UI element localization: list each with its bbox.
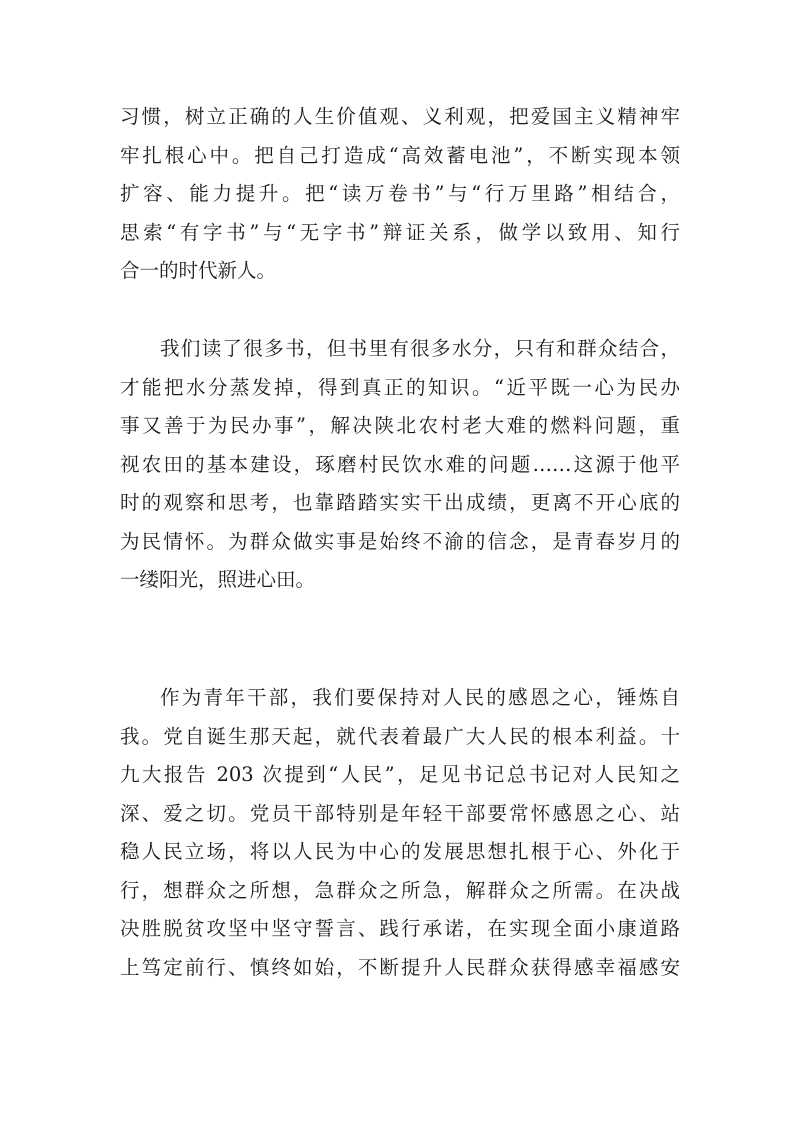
paragraph-line: 决胜脱贫攻坚中坚守誓言、践行承诺，在实现全面小康道路 xyxy=(120,917,680,940)
paragraph-line: 行，想群众之所想，急群众之所急，解群众之所需。在决战 xyxy=(120,878,680,902)
paragraph-line: 牢扎根心中。把自己打造成“高效蓄电池”，不断实现本领 xyxy=(120,143,680,167)
paragraph-line: 才能把水分蒸发掉，得到真正的知识。“近平既一心为民办 xyxy=(120,375,680,399)
paragraph-line: 扩容、能力提升。把“读万卷书”与“行万里路”相结合， xyxy=(120,182,680,205)
paragraph-1 xyxy=(120,98,680,291)
paragraph-line: 思索“有字书”与“无字书”辩证关系，做学以致用、知行 xyxy=(120,220,680,244)
paragraph-line: 上笃定前行、慎终如始，不断提升人民群众获得感幸福感安 xyxy=(120,955,680,979)
paragraph-line: 我。党自诞生那天起，就代表着最广大人民的根本利益。十 xyxy=(120,724,680,748)
paragraph-2 xyxy=(120,330,680,600)
paragraph-line: 视农田的基本建设，琢磨村民饮水难的问题……这源于他平 xyxy=(120,452,680,476)
paragraph-line: 稳人民立场，将以人民为中心的发展思想扎根于心、外化于 xyxy=(120,840,680,863)
paragraph-line: 事又善于为民办事”，解决陕北农村老大难的燃料问题，重 xyxy=(120,414,680,437)
paragraph-line: 一缕阳光，照进心田。 xyxy=(120,568,316,591)
paragraph-line: 时的观察和思考，也靠踏踏实实干出成绩，更离不开心底的 xyxy=(120,491,680,514)
paragraph-3 xyxy=(120,679,680,987)
paragraph-line: 九大报告 203 次提到“人民”，足见书记总书记对人民知之 xyxy=(120,763,680,786)
paragraph-line: 深、爱之切。党员干部特别是年轻干部要常怀感恩之心、站 xyxy=(120,801,680,825)
paragraph-line: 习惯，树立正确的人生价值观、义利观，把爱国主义精神牢 xyxy=(120,105,680,128)
paragraph-line: 为民情怀。为群众做实事是始终不渝的信念，是青春岁月的 xyxy=(120,529,680,553)
paragraph-line: 合一的时代新人。 xyxy=(120,259,277,282)
paragraph-line: 作为青年干部，我们要保持对人民的感恩之心，锤炼自 xyxy=(160,686,680,709)
paragraph-line: 我们读了很多书，但书里有很多水分，只有和群众结合， xyxy=(160,337,680,360)
